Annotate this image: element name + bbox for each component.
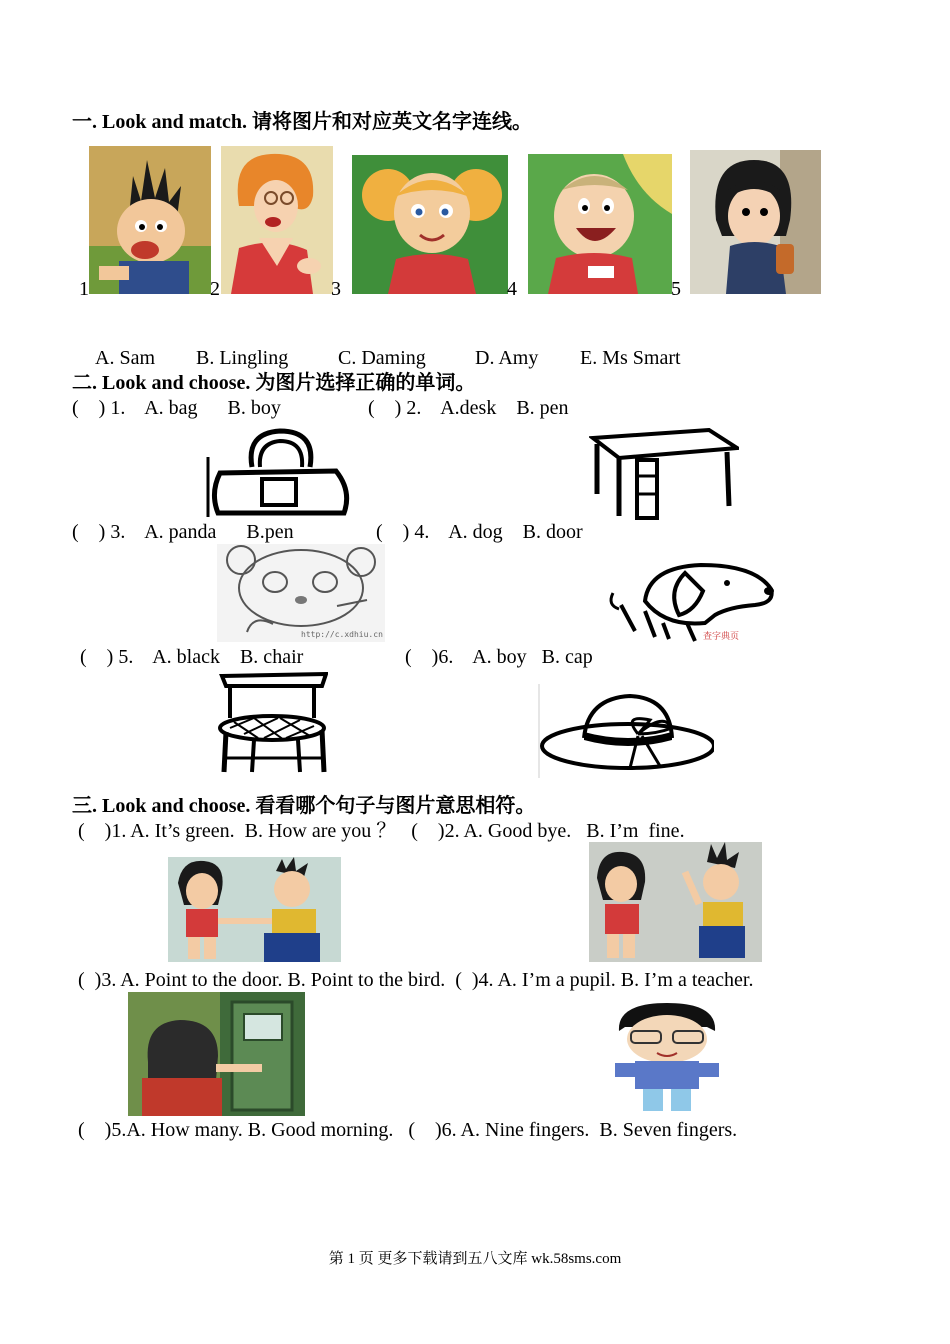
- picture-number-3: 3: [331, 278, 341, 300]
- bag-picture: [206, 427, 351, 517]
- ms-smart-picture: [221, 146, 333, 294]
- question-3-3-4: ( )3. A. Point to the door. B. Point to the bird. ( )4. A. I’m a pupil. B. I’m a teacher.: [78, 969, 754, 991]
- picture-number-5: 5: [671, 278, 681, 300]
- question-2-5: ( ) 5. A. black B. chair: [80, 646, 304, 668]
- lingling-picture: [690, 150, 821, 294]
- section3-title: 三. Look and choose. 看看哪个句子与图片意思相符。: [72, 795, 536, 817]
- section1-title: 一. Look and match. 请将图片和对应英文名字连线。: [72, 111, 533, 133]
- question-2-1: ( ) 1. A. bag B. boy: [72, 397, 281, 419]
- question-2-4: ( ) 4. A. dog B. door: [376, 521, 583, 543]
- page-footer: 第 1 页 更多下载请到五八文库 wk.58sms.com: [328, 1251, 622, 1267]
- section2-title: 二. Look and choose. 为图片选择正确的单词。: [72, 372, 476, 394]
- name-option-c: C. Daming: [338, 347, 426, 369]
- question-2-2: ( ) 2. A.desk B. pen: [368, 397, 569, 419]
- picture-number-4: 4: [507, 278, 517, 300]
- picture-number-1: 1: [79, 278, 89, 300]
- question-2-6: ( )6. A. boy B. cap: [405, 646, 593, 668]
- name-option-b: B. Lingling: [196, 347, 289, 369]
- question-2-3: ( ) 3. A. panda B.pen: [72, 521, 294, 543]
- chair-picture: [214, 672, 328, 776]
- sam-picture: [89, 146, 211, 294]
- question-3-1-2: ( )1. A. It’s green. B. How are you ？ ( )2. A. Good bye. B. I’m fine.: [78, 820, 685, 842]
- goodbye-picture: [589, 842, 762, 962]
- amy-picture: [352, 155, 508, 294]
- daming-picture: [528, 154, 672, 294]
- name-option-d: D. Amy: [475, 347, 539, 369]
- name-option-a: A. Sam: [95, 347, 155, 369]
- name-option-e: E. Ms Smart: [580, 347, 681, 369]
- panda-picture: [217, 544, 385, 642]
- greeting-picture: [168, 857, 341, 962]
- pupil-picture: [595, 1001, 736, 1111]
- question-3-5-6: ( )5.A. How many. B. Good morning. ( )6. A. Nine fingers. B. Seven fingers.: [78, 1119, 738, 1141]
- picture-number-2: 2: [210, 278, 220, 300]
- dog-watermark: 查字典页: [703, 631, 740, 641]
- panda-watermark: http://c.xdhiu.cn: [301, 630, 383, 639]
- hat-picture: [538, 684, 714, 778]
- point-to-door-picture: [128, 992, 305, 1116]
- desk-picture: [589, 428, 739, 520]
- dog-picture: [605, 561, 778, 643]
